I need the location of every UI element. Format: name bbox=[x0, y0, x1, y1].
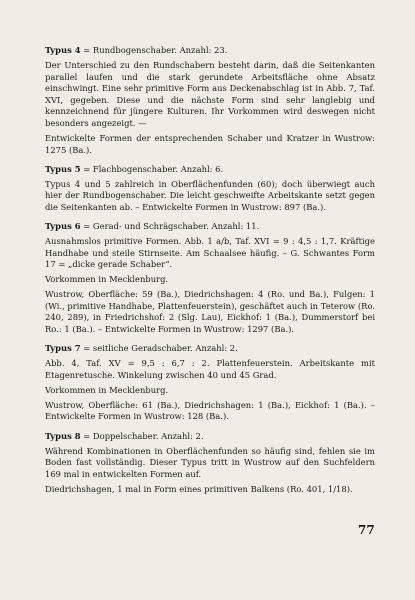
paragraph bbox=[45, 385, 375, 397]
paragraph-text: Vorkommen in Mecklenburg. bbox=[45, 384, 169, 395]
paragraph bbox=[45, 446, 375, 481]
page-number: 77 bbox=[358, 523, 375, 537]
paragraph bbox=[45, 45, 375, 57]
paragraph-text: Abb. 4, Taf. XV = 9,5 : 6,7 : 2. Plattenfeuerstein. Arbeitskante mit Etagenretusche. Winkelung zwischen 40 und 45 Grad. bbox=[45, 358, 375, 380]
paragraph bbox=[45, 60, 375, 130]
paragraph-text: Diedrichshagen, 1 mal in Form eines primitiven Balkens (Ro. 401, 1/18). bbox=[45, 483, 353, 494]
type-heading: Typus 6 bbox=[45, 221, 81, 232]
paragraph bbox=[45, 431, 375, 443]
paragraph-text: = Rundbogenschaber. Anzahl: 23. bbox=[80, 45, 228, 55]
paragraph-text: = Doppelschaber. Anzahl: 2. bbox=[80, 430, 204, 441]
paragraph-text: Entwickelte Formen der entsprechenden Schaber und Kratzer in Wustrow: 1275 (Ba.). bbox=[45, 132, 375, 155]
type-heading: Typus 8 bbox=[45, 430, 81, 441]
type-heading: Typus 7 bbox=[45, 343, 81, 354]
paragraph-text: Ausnahmslos primitive Formen. Abb. 1 a/b, Taf. XVI = 9 : 4,5 : 1,7. Kräftige Handhabe und steile Stirnseite. Am Schaalsee häufig. – G. Schwantes Form 17 = „dicke gerade Schaber“. bbox=[45, 236, 375, 270]
paragraph-text: Vorkommen in Mecklenburg. bbox=[45, 274, 169, 285]
paragraph-text: = Flachbogenschaber. Anzahl: 6. bbox=[80, 163, 224, 174]
paragraph bbox=[45, 289, 375, 335]
type-heading: Typus 5 bbox=[45, 163, 81, 174]
paragraph bbox=[45, 358, 375, 381]
paragraph bbox=[45, 400, 375, 423]
type-heading: Typus 4 bbox=[45, 45, 81, 55]
paragraph bbox=[45, 179, 375, 214]
paragraph-text: = Gerad- und Schrägschaber. Anzahl: 11. bbox=[80, 221, 260, 232]
paragraph bbox=[45, 133, 375, 156]
paragraph-text: Während Kombinationen in Oberflächenfunden so häufig sind, fehlen sie im Boden fast vollständig. Dieser Typus tritt in Wustrow auf den Suchfeldern 169 mal in entwickelten Formen auf. bbox=[45, 445, 375, 479]
paragraph bbox=[45, 274, 375, 286]
paragraph-text: Wustrow, Oberfläche: 61 (Ba.), Diedrichshagen: 1 (Ba.), Eickhof: 1 (Ba.). – Entwickelte Formen in Wustrow: 128 (Ba.). bbox=[45, 399, 375, 422]
paragraph bbox=[45, 164, 375, 176]
paragraph bbox=[45, 236, 375, 271]
paragraph-text: Typus 4 und 5 zahlreich in Oberflächenfunden (60); doch überwiegt auch hier der Rundbogenschaber. Die leicht geschweifte Arbeitskante setzt gegen die Seitenkanten ab. – Entwickelte Formen in Wustrow: 897 (Ba.). bbox=[45, 178, 375, 212]
paragraph bbox=[45, 221, 375, 233]
paragraph-text: = seitliche Geradschaber. Anzahl: 2. bbox=[80, 343, 238, 354]
page-body bbox=[45, 45, 375, 499]
paragraph-text: Der Unterschied zu den Rundschabern besteht darin, daß die Seitenkanten parallel laufen und die stark gerundete Arbeitsfläche ohne Absatz einschwingt. Eine sehr primitive Form aus Deckenabschlag ist in Abb. 7, Taf. XVI, gegeben. Diese und die nächste Form sind sehr langlebig und kennzeichnend für jüngere Kulturen. Ihr Vorkommen wird deswegen nicht besonders angezeigt. — bbox=[45, 59, 375, 128]
paragraph bbox=[45, 343, 375, 355]
paragraph bbox=[45, 484, 375, 496]
paragraph-text: Wustrow, Oberfläche: 59 (Ba.), Diedrichshagen: 4 (Ro. und Ba.), Fulgen: 1 (Wi., primitive Handhabe, Plattenfeuerstein), geschäftet auch in Teterow (Ro. 240, 289), in Friedrichshof: 2 (Slg. Lau), Eickhof: 1 (Ba.), Dummerstorf bei Ro.: 1 (Ba.). – Entwickelte Formen in Wustrow: 1297 (Ba.). bbox=[45, 289, 375, 334]
